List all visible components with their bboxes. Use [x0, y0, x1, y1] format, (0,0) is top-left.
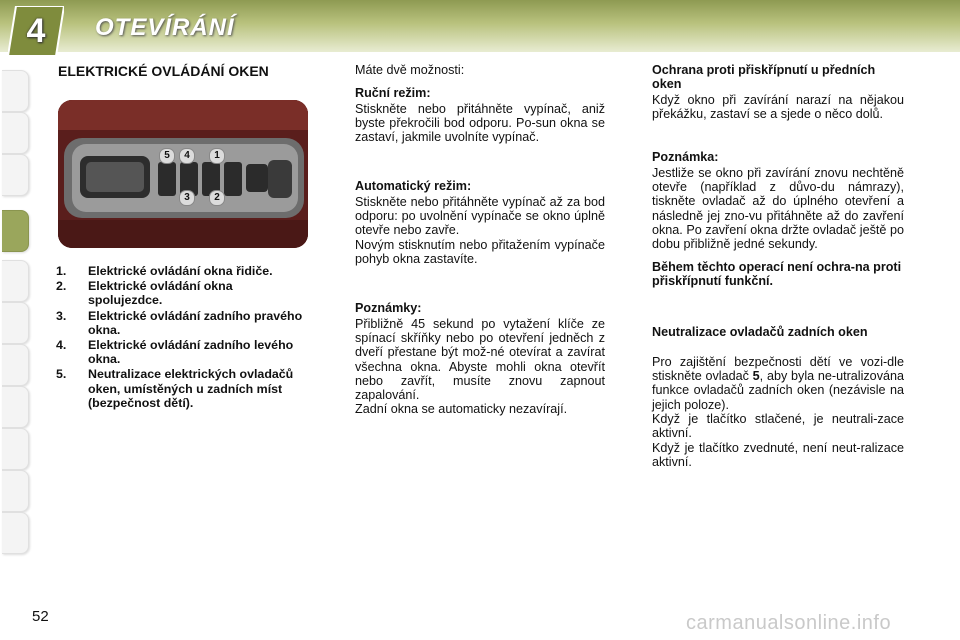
chapter-tab[interactable]: [2, 344, 29, 386]
manual-mode-text: Stiskněte nebo přitáhněte vypínač, aniž byste překročili bod odporu. Po-sun okna se zastaví, jakmile uvolníte vypínač.: [355, 102, 605, 145]
intro-text: Máte dvě možnosti:: [355, 63, 465, 77]
notes-text: Přibližně 45 sekund po vytažení klíče ze spínací skříňky nebo po otevření jedněch z dveří přestane být mož-né otevírat a zavírat všechna okna. Abyste mohli okna otevřít nebo zavřít, musíte znovu zapnout zapalování.: [355, 317, 605, 403]
chapter-tab[interactable]: [2, 386, 29, 428]
note-text: Jestliže se okno při zavírání znovu nechtěně otevře (například z důvo-du námrazy), tiskněte ovladač až do úplného otevření a následně jej zno-vu přitáhněte až do zavření okna. Po zavření okna držte ovladač ještě po dobu přibližně jedné sekundy.: [652, 166, 904, 252]
callout-label: 2: [209, 190, 225, 206]
list-item: 4. Elektrické ovládání zadního levého okna.: [56, 338, 294, 367]
callout-label: 1: [209, 148, 225, 164]
manual-mode-title: Ruční režim:: [355, 86, 431, 100]
chapter-tab-active[interactable]: [2, 210, 29, 252]
auto-mode-text-2: Novým stisknutím nebo přitažením vypínače pohyb okna zastavíte.: [355, 238, 605, 267]
notes-title: Poznámky:: [355, 301, 422, 315]
list-item: 3. Elektrické ovládání zadního pravého okna.: [56, 308, 303, 337]
window-switch-photo: [58, 100, 308, 248]
chapter-title: OTEVÍRÁNÍ: [95, 14, 235, 41]
chapter-tab[interactable]: [2, 470, 29, 512]
chapter-tab[interactable]: [2, 302, 29, 344]
note-warning: Během těchto operací není ochra-na proti přiskřípnutí funkční.: [652, 260, 902, 289]
chapter-tab[interactable]: [2, 112, 29, 154]
pinch-protection-title: Ochrana proti přiskřípnutí u předních oken: [652, 63, 876, 92]
chapter-tab[interactable]: [2, 428, 29, 470]
watermark: carmanualsonline.info: [686, 612, 892, 634]
neutralization-text: Pro zajištění bezpečnosti dětí ve vozi-dle stiskněte ovladač 5, aby byla ne-utralizována funkce ovladačů zadních oken (nezávisle na jejich poloze).: [652, 355, 904, 412]
chapter-tab[interactable]: [2, 70, 29, 112]
neutralization-text-3: Když je tlačítko zvednuté, není neut-ralizace aktivní.: [652, 441, 904, 470]
list-item: 1. Elektrické ovládání okna řidiče.: [56, 264, 273, 278]
list-item: 2. Elektrické ovládání okna spolujezdce.: [56, 279, 233, 308]
chapter-tab[interactable]: [2, 154, 29, 196]
chapter-side-tabs: [0, 60, 34, 580]
callout-label: 5: [159, 148, 175, 164]
section-title: ELEKTRICKÉ OVLÁDÁNÍ OKEN: [58, 63, 269, 79]
auto-mode-text: Stiskněte nebo přitáhněte vypínač až za bod odporu: po uvolnění vypínače se okno úplně otevře nebo zavře.: [355, 195, 605, 238]
callout-label: 3: [179, 190, 195, 206]
chapter-tab[interactable]: [2, 512, 29, 554]
page-number: 52: [32, 608, 49, 625]
window-switch-illustration: [58, 100, 308, 248]
callout-label: 4: [179, 148, 195, 164]
neutralization-title: Neutralizace ovladačů zadních oken: [652, 325, 868, 339]
chapter-tab[interactable]: [2, 260, 29, 302]
numbered-item-list: [56, 264, 306, 411]
note-title: Poznámka:: [652, 150, 719, 164]
chapter-number: 4: [26, 12, 46, 50]
auto-mode-title: Automatický režim:: [355, 179, 472, 193]
list-item: 5. Neutralizace elektrických ovladačů oken, umístěných u zadních míst (bezpečnost dětí).: [56, 367, 294, 410]
neutralization-text-2: Když je tlačítko stlačené, je neutrali-zace aktivní.: [652, 412, 904, 441]
notes-text-2: Zadní okna se automaticky nezavírají.: [355, 402, 568, 416]
pinch-protection-text: Když okno při zavírání narazí na nějakou překážku, zastaví se a sjede o něco dolů.: [652, 93, 904, 122]
